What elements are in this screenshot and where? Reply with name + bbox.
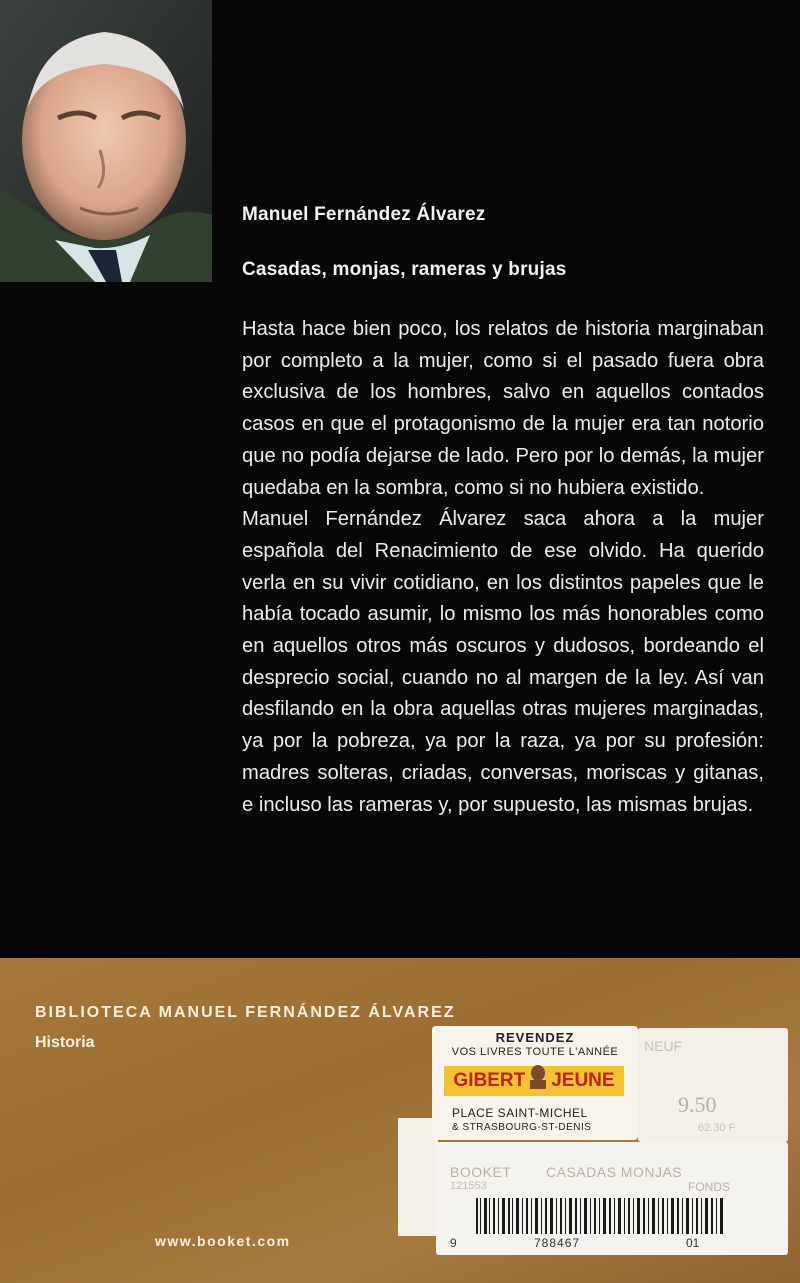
blurb-paragraph: Hasta hace bien poco, los relatos de historia marginaban por completo a la mujer, como si el pasado fuera obra exclusiva de los hombres, salvo en aquellos contados casos en que el protagonismo de la mujer era tan notorio que no podía dejarse de lado. Pero por lo demás, la mujer quedaba en la sombra, como si no hubiera existido.: [242, 318, 764, 499]
book-title: Casadas, monjas, rameras y brujas: [242, 259, 567, 280]
website-url: www.booket.com: [155, 1233, 291, 1249]
barcode-code: 121553: [450, 1180, 487, 1192]
portrait-icon: [527, 1063, 549, 1099]
series-name: BIBLIOTECA MANUEL FERNÁNDEZ ÁLVAREZ: [35, 1004, 456, 1021]
sticker-subline: VOS LIVRES TOUTE L'ANNÉE: [451, 1046, 619, 1058]
price-label: NEUF: [644, 1038, 683, 1054]
price-tag: [638, 1028, 788, 1142]
barcode-extra: FONDS: [688, 1180, 730, 1194]
blurb-text: [242, 314, 764, 821]
sticker-address: PLACE SAINT-MICHEL: [452, 1106, 588, 1120]
barcode-icon: [476, 1198, 756, 1239]
gibert-jeune-logo: [444, 1066, 624, 1096]
genre-label: Historia: [35, 1034, 95, 1051]
sticker-street: & STRASBOURG-ST-DENIS: [452, 1122, 592, 1133]
isbn-prefix: 9: [450, 1236, 457, 1250]
price-value: 9.50: [678, 1092, 717, 1117]
sticker-headline: REVENDEZ: [495, 1030, 575, 1045]
logo-text-left: GIBERT: [453, 1070, 526, 1091]
barcode-publisher: BOOKET: [450, 1164, 512, 1180]
author-name: Manuel Fernández Álvarez: [242, 204, 486, 225]
price-francs: 62.30 F: [698, 1122, 736, 1134]
bookshop-sticker: [432, 1026, 638, 1140]
barcode-title: CASADAS MONJAS: [546, 1164, 683, 1180]
barcode-label: [436, 1142, 788, 1255]
isbn-middle: 788467: [534, 1236, 581, 1250]
isbn-suffix: 01: [686, 1236, 700, 1250]
logo-text-right: JEUNE: [551, 1070, 615, 1091]
blurb-paragraph: Manuel Fernández Álvarez saca ahora a la mujer española del Renacimiento de ese olvido. Ha querido verla en su vivir cotidiano, en los distintos papeles que le había tocado asumir, lo mismo los más honorables como en aquellos otros más oscuros y dudosos, bordeando el desprecio social, cuando no al margen de la ley. Así van desfilando en la obra aquellas otras mujeres marginadas, ya por la pobreza, ya por la raza, ya por su profesión: madres solteras, criadas, conversas, moriscas y gitanas, e incluso las rameras y, por supuesto, las mismas brujas.: [242, 508, 764, 816]
author-photo: [0, 0, 212, 282]
